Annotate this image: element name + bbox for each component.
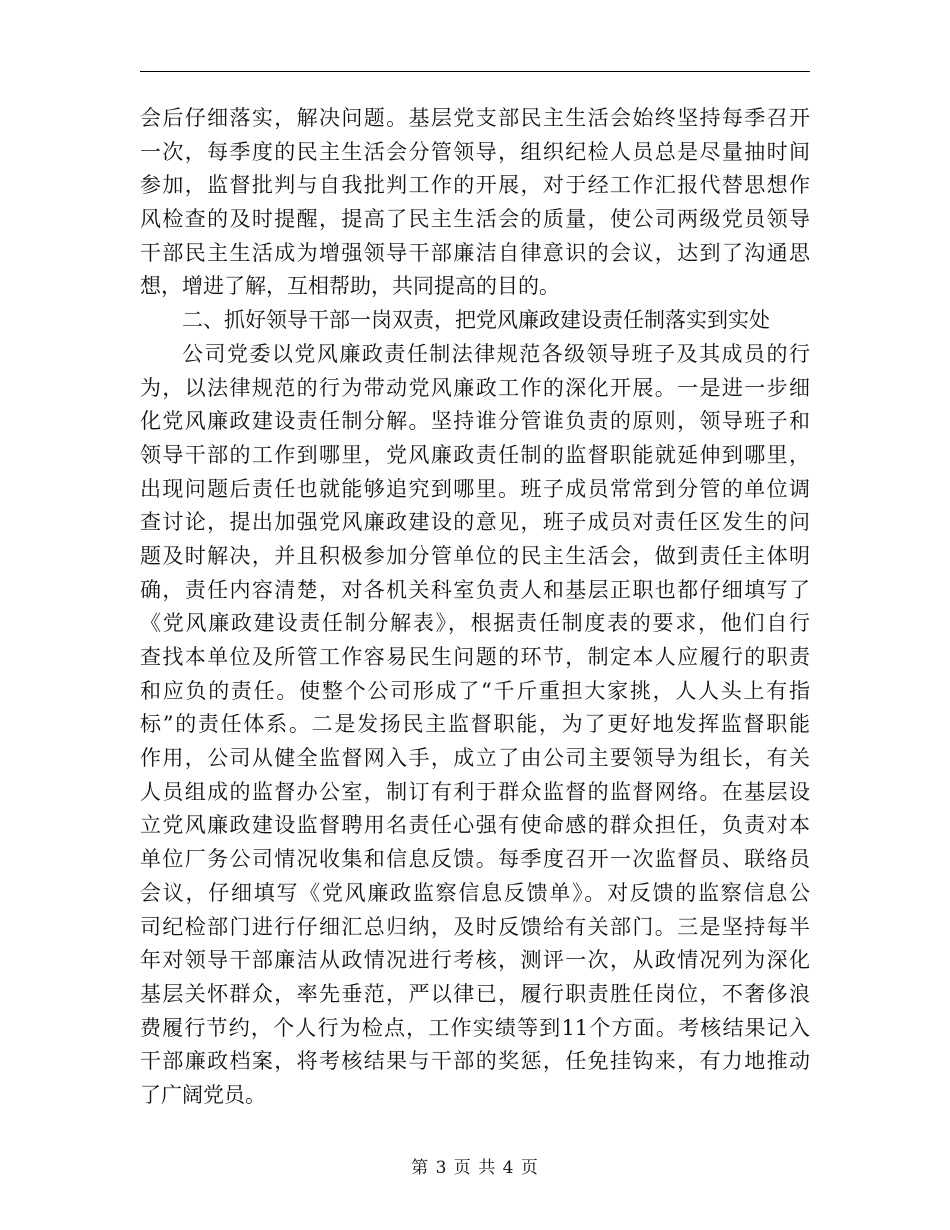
text-line: 作用，公司从健全监督网入手，成立了由公司主要领导为组长，有关	[140, 746, 810, 771]
text-line: 查讨论，提出加强党风廉政建设的意见，班子成员对责任区发生的问	[140, 510, 810, 535]
text-line: 想，增进了解，互相帮助，共同提高的目的。	[140, 274, 560, 299]
text-line: 会议，仔细填写《党风廉政监察信息反馈单》。对反馈的监察信息公	[140, 880, 810, 905]
text-line: 题及时解决，并且积极参加分管单位的民主生活会，做到责任主体明	[140, 543, 810, 568]
text-line: 基层关怀群众，率先垂范，严以律已，履行职责胜任岗位，不奢侈浪	[140, 981, 810, 1006]
text-line: 司纪检部门进行仔细汇总归纳，及时反馈给有关部门。三是坚持每半	[140, 914, 810, 939]
text-line: 《党风廉政建设责任制分解表》，根据责任制度表的要求，他们自行	[140, 611, 810, 636]
text-line: 干部廉政档案，将考核结果与干部的奖惩，任免挂钩来，有力地推动	[140, 1049, 810, 1074]
text-line: 立党风廉政建设监督聘用名责任心强有使命感的群众担任，负责对本	[140, 813, 810, 838]
text-line: 查找本单位及所管工作容易民生问题的环节，制定本人应履行的职责	[140, 645, 810, 669]
text-line: 单位厂务公司情况收集和信息反馈。每季度召开一次监督员、联络员	[140, 847, 810, 872]
text-line: 领导干部的工作到哪里，党风廉政责任制的监督职能就延伸到哪里，	[140, 442, 810, 467]
text-line: 人员组成的监督办公室，制订有利于群众监督的监督网络。在基层设	[140, 779, 810, 804]
text-line: 化党风廉政建设责任制分解。坚持谁分管谁负责的原则，领导班子和	[140, 409, 810, 434]
text-line: 一次，每季度的民主生活会分管领导，组织纪检人员总是尽量抽时间	[140, 139, 810, 164]
text-line: 为，以法律规范的行为带动党风廉政工作的深化开展。一是进一步细	[140, 375, 810, 400]
text-line: 了广阔党员。	[140, 1082, 266, 1107]
text-line: 出现问题后责任也就能够追究到哪里。班子成员常常到分管的单位调	[140, 476, 810, 501]
text-line: 干部民主生活成为增强领导干部廉洁自律意识的会议，达到了沟通思	[140, 240, 810, 265]
text-line: 公司党委以党风廉政责任制法律规范各级领导班子及其成员的行	[182, 341, 810, 366]
text-line: 年对领导干部廉洁从政情况进行考核，测评一次，从政情况列为深化	[140, 948, 810, 973]
text-line: 标”的责任体系。二是发扬民主监督职能，为了更好地发挥监督职能	[140, 712, 810, 737]
text-line: 二、抓好领导干部一岗双责，把党风廉政建设责任制落实到实处	[182, 308, 770, 333]
text-line: 和应负的责任。使整个公司形成了“千斤重担大家挑，人人头上有指	[140, 678, 810, 703]
text-line: 会后仔细落实，解决问题。基层党支部民主生活会始终坚持每季召开	[140, 106, 810, 130]
document-body	[140, 102, 810, 1113]
text-line: 确，责任内容清楚，对各机关科室负责人和基层正职也都仔细填写了	[140, 577, 810, 602]
text-line: 参加，监督批判与自我批判工作的开展，对于经工作汇报代替思想作	[140, 173, 810, 198]
page-footer: 第 3 页 共 4 页	[411, 1158, 539, 1178]
header-rule	[140, 71, 810, 72]
text-line: 费履行节约，个人行为检点，工作实绩等到11个方面。考核结果记入	[140, 1015, 810, 1040]
text-line: 风检查的及时提醒，提高了民主生活会的质量，使公司两级党员领导	[140, 207, 810, 232]
